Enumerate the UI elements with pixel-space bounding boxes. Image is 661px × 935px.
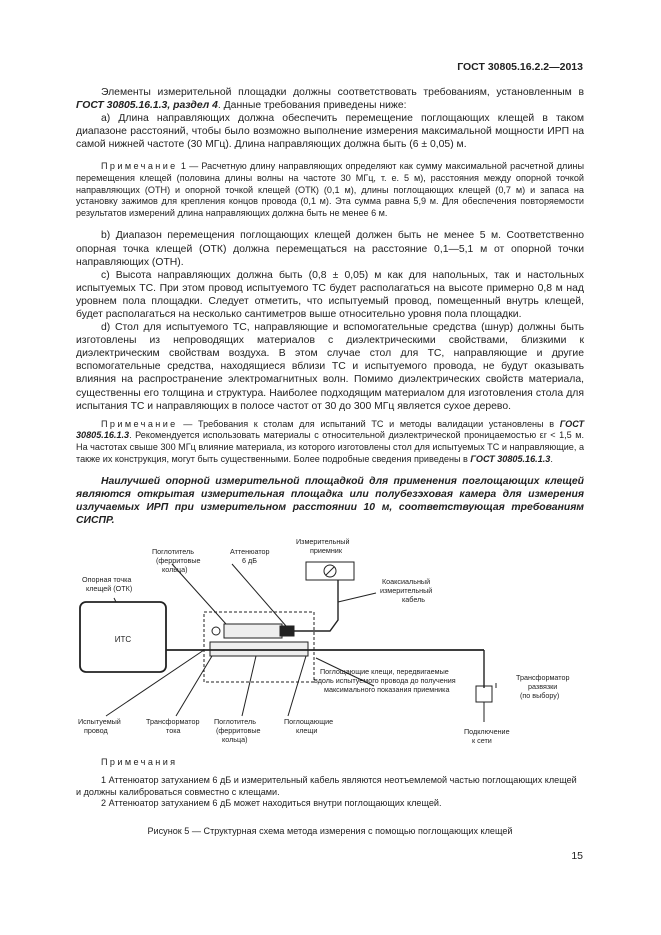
measurement-diagram — [76, 538, 584, 748]
absorber-top-label: Поглотитель (ферритовые кольца) — [152, 547, 201, 574]
figure-notes — [76, 757, 584, 810]
reference-point-marker — [212, 627, 220, 635]
figure-note-2: 2 Аттенюатор затуханием 6 дБ может находиться внутри поглощающих клещей. — [101, 798, 442, 809]
absorber-bottom-label: Поглотитель (ферритовые кольца) — [214, 717, 261, 744]
note-label: Примечание — [101, 161, 178, 172]
note-label: Примечание — [101, 418, 178, 429]
coax-cable — [294, 580, 338, 631]
standard-reference: ГОСТ 30805.16.1.3 — [470, 453, 551, 464]
ref-point-label: Опорная точка клещей (ОТК) — [82, 575, 133, 593]
attenuator — [280, 626, 294, 636]
transformer-right-label: Трансформатор развязки (по выбору) — [516, 673, 570, 700]
ferrite-absorber-top — [224, 624, 282, 638]
clamps-moving-label: Поглощающие клещи, передвигаемые вдоль испытуемого провода до получения максимального показания приемника — [314, 667, 456, 694]
receiver-label: Измерительный приемник — [296, 538, 350, 555]
item-d: d) Стол для испытуемого ТС, направляющие и вспомогательные средства (шнур) должны быть изготовлены из непроводящих материалов с диэлектрическими свойствами, близкими к диэлектрическим свойствам воздуха. В этом случае стол для ТС, направляющие и другие вспомогательные средства, находящиеся вблизи ТС и испытуемого провода, не будут оказывать влияния на распространение электромагнитных волн. Помимо диэлектрических свойств материала, существенны его толщина и структура. Наиболее подходящим материалом для изготовления стола для испытания ТС и направляющих в полосе частот от 30 до 300 МГц является сухое дерево. — [76, 322, 584, 412]
figure-note-1: 1 Аттенюатор затуханием 6 дБ и измерительный кабель являются неотъемлемой частью поглощающих клещей и должны калиброваться совместно с клещами. — [76, 774, 577, 797]
absorbing-clamp — [210, 642, 308, 656]
page-number: 15 — [571, 850, 583, 862]
standard-reference: ГОСТ 30805.16.1.3 — [76, 418, 584, 441]
page-body — [76, 86, 584, 528]
test-wire-label: Испытуемый провод — [78, 717, 121, 735]
note-1: Примечание 1 — Расчетную длину направляющих определяют как сумму максимальной расчетной длины перемещения клещей (половина длины волны на частоте 30 МГц, т. е. 5 м), расстояния между опорной точкой направляющих (ОТН) и опорной точкой клещей (ОТК) (0,1 м), длины поглощающих клещей (0,7 м) и запаса на установку зажимов для крепления концов провода (0,1 м). Эта сумма равна 5,9 м. Для обеспечения повторяемости результатов измерений длина направляющих должна быть не менее 6 м. — [76, 161, 584, 218]
current-transformer-label: Трансформатор тока — [146, 717, 200, 735]
notes-heading: Примечания — [101, 757, 178, 767]
highlight-paragraph: Наилучшей опорной измерительной площадкой для применения поглощающих клещей являются открытая измерительная площадка или полубезэховая камера для измерения излучаемых ИРП при измерительном расстоянии 10 м, соответствующая требованиям СИСПР. — [76, 476, 584, 527]
attenuator-label: Аттенюатор 6 дБ — [230, 547, 270, 565]
item-b: b) Диапазон перемещения поглощающих клещей должен быть не менее 5 м. Соответственно опорная точка клещей (ОТК) должна перемещаться на расстояние 0,1—5,1 м от опорной точки направляющих (ОТН). — [76, 230, 584, 268]
intro-paragraph: Элементы измерительной площадки должны соответствовать требованиям, установленным в ГОСТ 30805.16.1.3, раздел 4. Данные требования приведены ниже: — [76, 87, 584, 112]
mains-label: Подключение к сети — [464, 727, 510, 745]
standard-header: ГОСТ 30805.16.2.2—2013 — [457, 61, 583, 73]
its-label: ИТС — [114, 635, 132, 644]
standard-reference: ГОСТ 30805.16.1.3, раздел 4 — [76, 100, 218, 112]
coax-label: Коаксиальный измерительный кабель — [380, 577, 433, 604]
figure-caption: Рисунок 5 — Структурная схема метода измерения с помощью поглощающих клещей — [147, 826, 513, 836]
clamps-label: Поглощающие клещи — [284, 717, 334, 735]
item-c: с) Высота направляющих должна быть (0,8 ± 0,05) м как для напольных, так и настольных испытуемых ТС. При этом провод испытуемого ТС будет располагаться на высоте примерно 0,8 м над уровнем пола площадки. Следует отметить, что испытуемый провод, помещенный внутрь клещей, будет располагаться на несколько сантиметров выше относительно уровня пола площадки. — [76, 269, 584, 320]
isolation-transformer — [476, 686, 492, 702]
item-a: а) Длина направляющих должна обеспечить перемещение поглощающих клещей в таком диапазоне расстояний, чтобы было возможно выполнение измерения максимальной мощности ИРП на самой нижней частоте (30 МГц). Длина направляющих должна быть (6 ± 0,05) м. — [76, 113, 584, 151]
note-2: Примечание — Требования к столам для испытаний ТС и методы валидации установлены в ГОСТ 30805.16.1.3. Рекомендуется использовать материалы с относительной диэлектрической проницаемостью εr < 1,5 м. На частотах свыше 300 МГц влияние материала, из которого изготовлены стол для испытуемых ТС и направляющие, а также их конструкция, могут быть существенными. Более подробные сведения приведены в ГОСТ 30805.16.1.3. — [76, 418, 584, 464]
